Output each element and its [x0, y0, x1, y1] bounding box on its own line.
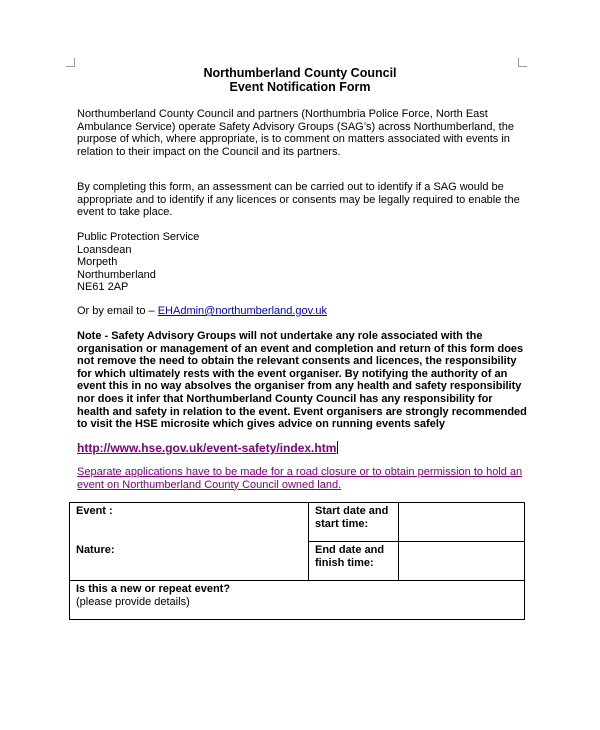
event-details-table — [69, 502, 525, 620]
address-line: NE61 2AP — [77, 281, 129, 294]
new-repeat-label: Is this a new or repeat event? — [76, 583, 231, 595]
email-link[interactable]: EHAdmin@northumberland.gov.uk — [157, 305, 328, 317]
end-date-value-cell[interactable] — [399, 542, 525, 581]
address-line: Loansdean — [77, 243, 132, 256]
address-line: Public Protection Service — [77, 231, 200, 243]
hse-link[interactable]: http://www.hse.gov.uk/event-safety/index.htm — [77, 441, 337, 455]
separate-applications-link[interactable]: Separate applications have to be made for a road closure or to obtain permission to hold an event on Northumberland County Council owned land. — [77, 466, 523, 491]
hse-link-line — [77, 441, 338, 455]
start-date-value-cell[interactable] — [399, 503, 525, 542]
event-label: Event : — [76, 505, 113, 517]
address-line: Northumberland — [77, 268, 156, 281]
start-date-label: Start date and start time: — [309, 503, 399, 542]
nature-label: Nature: — [76, 543, 115, 556]
address-line: Morpeth — [77, 256, 118, 269]
text-cursor — [337, 441, 338, 454]
assessment-paragraph: By completing this form, an assessment can be carried out to identify if a SAG would be appropriate and to identify if any licences or consents may be legally required to enable the event to take place. — [77, 181, 520, 219]
details-hint: (please provide details) — [76, 595, 190, 608]
document-title: Northumberland County Council — [203, 66, 397, 80]
form-title: Event Notification Form — [229, 80, 371, 94]
event-cell[interactable] — [70, 503, 309, 581]
postal-address — [77, 231, 527, 294]
intro-paragraph: Northumberland County Council and partners (Northumbria Police Force, North East Ambulance Service) operate Safety Advisory Groups (SAG’s) across Northumberland, the purpose of which, where appropriate, is to comment on matters associated with events in relation to their impact on the Council and its partners. — [77, 108, 514, 158]
new-repeat-cell[interactable] — [70, 581, 525, 620]
email-line — [77, 305, 527, 318]
email-prefix: Or by email to – — [77, 305, 158, 317]
safety-note: Note - Safety Advisory Groups will not undertake any role associated with the organisation or management of an event and completion and return of this form does not remove the need to obtain the relevant consents and licences, the responsibility for which ultimately rests with the event organiser. By notifying the authority of an event this in no way absolves the organiser from any health and safety responsibility nor does it infer that Northumberland County Council has any responsibility for health and safety in relation to the event. Event organisers are strongly recommended to visit the HSE microsite which gives advice on running events safely — [77, 330, 527, 431]
end-date-label: End date and finish time: — [309, 542, 399, 581]
